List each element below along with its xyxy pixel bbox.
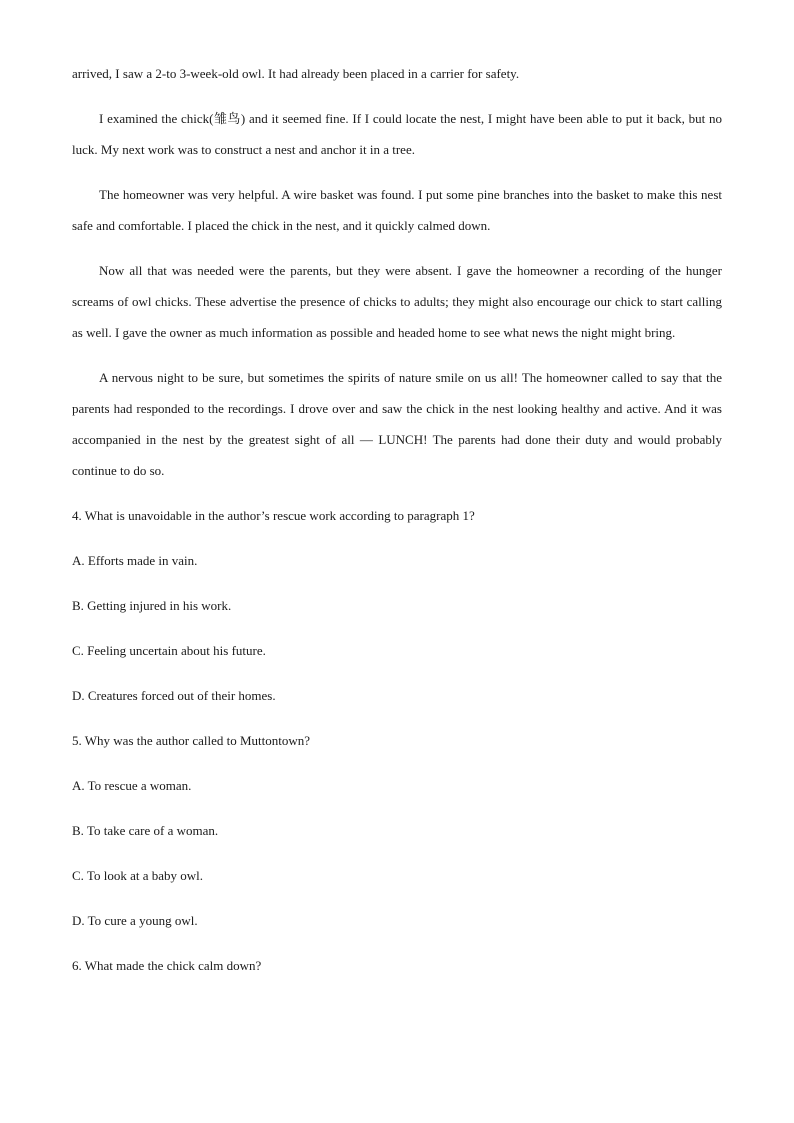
paragraph-2: I examined the chick(雏鸟) and it seemed fine. If I could locate the nest, I might have been able to put it back, but no luck. My next work was to construct a nest and anchor it in a tree. xyxy=(72,111,722,157)
question-stem: 4. What is unavoidable in the author’s rescue work according to paragraph 1? xyxy=(72,508,475,523)
question-5 xyxy=(72,725,722,936)
option-b: B. Getting injured in his work. xyxy=(72,598,232,613)
option-c: C. Feeling uncertain about his future. xyxy=(72,643,266,658)
question-stem: 5. Why was the author called to Muttontown? xyxy=(72,733,311,748)
option-a: A. To rescue a woman. xyxy=(72,778,192,793)
document-page xyxy=(72,58,722,995)
paragraph-1: arrived, I saw a 2-to 3-week-old owl. It had already been placed in a carrier for safety. xyxy=(72,66,520,81)
question-4 xyxy=(72,500,722,711)
option-c: C. To look at a baby owl. xyxy=(72,868,204,883)
question-stem: 6. What made the chick calm down? xyxy=(72,958,262,973)
option-d: D. Creatures forced out of their homes. xyxy=(72,688,276,703)
paragraph-4: Now all that was needed were the parents, but they were absent. I gave the homeowner a recording of the hunger screams of owl chicks. These advertise the presence of chicks to adults; they might also encourage our chick to start calling as well. I gave the owner as much information as possible and headed home to see what news the night might bring. xyxy=(72,263,722,340)
question-6 xyxy=(72,950,722,981)
paragraph-5: A nervous night to be sure, but sometimes the spirits of nature smile on us all! The homeowner called to say that the parents had responded to the recordings. I drove over and saw the chick in the nest looking healthy and active. And it was accompanied in the nest by the greatest sight of all — LUNCH! The parents had done their duty and would probably continue to do so. xyxy=(72,370,722,478)
option-a: A. Efforts made in vain. xyxy=(72,553,198,568)
paragraph-3: The homeowner was very helpful. A wire basket was found. I put some pine branches into the basket to make this nest safe and comfortable. I placed the chick in the nest, and it quickly calmed down. xyxy=(72,187,722,233)
option-d: D. To cure a young owl. xyxy=(72,913,198,928)
option-b: B. To take care of a woman. xyxy=(72,823,219,838)
